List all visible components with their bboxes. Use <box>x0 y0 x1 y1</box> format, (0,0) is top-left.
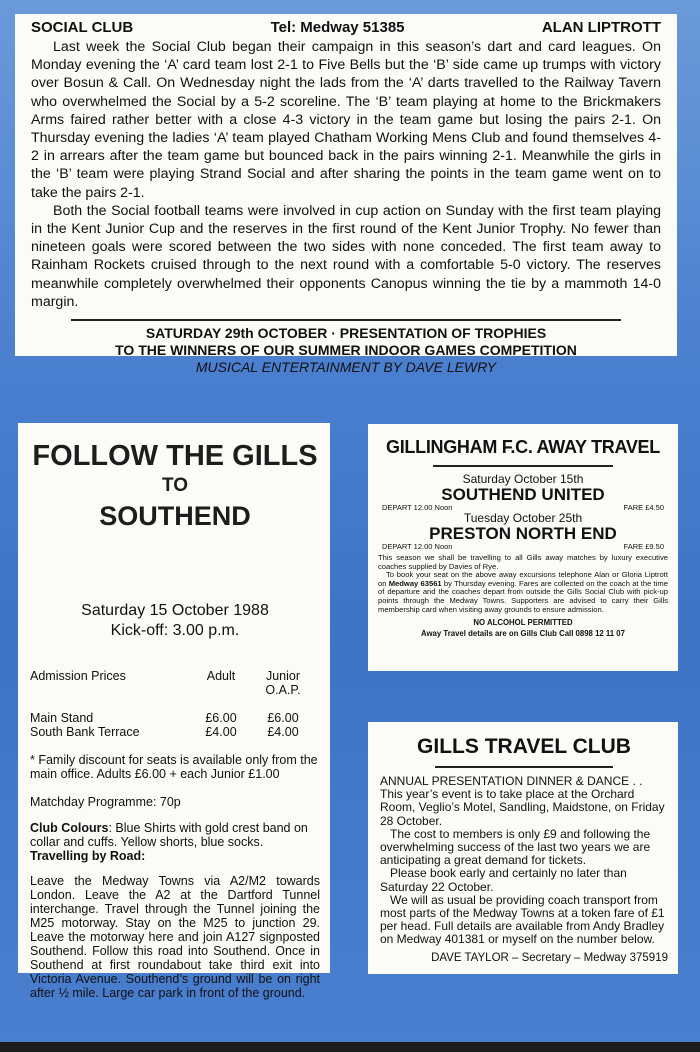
family-discount-note: * Family discount for seats is available only from the main office. Adults £6.00 + each Junior £1.00 <box>30 753 318 781</box>
booking-text: To book your seat on the above away excursions telephone Alan or Gloria Liptrott on Medway 63561 by Thursday evening. Fares are collected on the coach at the time of departure and the coaches depart from outside the Gills Social Club with pick-up points through the Medway Towns. Supporters are advised to carry their Gills membership card when visiting away grounds to ensure admission. <box>378 570 668 614</box>
follow-title-to: TO <box>161 475 189 496</box>
social-club-body <box>31 38 661 311</box>
fixture-2-details <box>378 542 668 551</box>
fixture-2-opponent: PRESTON NORTH END <box>429 524 617 543</box>
social-club-phone: Tel: Medway 51385 <box>270 19 405 36</box>
cost-paragraph: The cost to members is only £9 and following the overwhelming success of the last two years we are anticipating a great demand for tickets. <box>380 826 651 868</box>
kickoff-time: Kick-off: 3.00 p.m. <box>110 622 240 639</box>
follow-title-destination: SOUTHEND <box>99 501 251 531</box>
club-colours-label: Club Colours <box>30 821 109 835</box>
away-travel-box <box>368 424 678 671</box>
table-header-2 <box>30 683 320 697</box>
club-colours <box>30 821 320 849</box>
fixture-1-depart: DEPART 12.00 Noon <box>382 503 453 512</box>
fixture-2-depart: DEPART 12.00 Noon <box>382 542 453 551</box>
social-club-title: SOCIAL CLUB <box>31 19 134 36</box>
social-club-paragraph-football: Both the Social football teams were involved in cup action on Sunday with the first team playing in the Kent Junior Cup and the reserves in the first round of the Kent Junior Trophy. No fewer than nineteen goals were scored between the two sides with none conceded. The first team away to Rainham Rockets cruised through to the next round with a comfortable 5-0 victory. The reserves meanwhile completely overwhelmed their opponents Canopus winning the tie by a mammoth 14-0 margin. <box>31 202 661 310</box>
page-bottom-edge <box>0 1042 700 1052</box>
fixture-1-date: Saturday October 15th <box>462 472 584 486</box>
header-adult: Adult <box>206 669 236 683</box>
club-colours-text: : Blue Shirts with gold crest band on collar and cuffs. Yellow shorts, blue socks. <box>30 821 308 849</box>
travel-club-box <box>368 722 678 974</box>
no-alcohol-notice: NO ALCOHOL PERMITTED <box>473 618 573 628</box>
booking-phone: Medway 63561 <box>388 578 442 588</box>
table-row: Main Stand £6.00 £6.00 <box>30 711 299 725</box>
table-header <box>30 669 320 683</box>
follow-the-gills-box <box>18 423 330 1000</box>
fixture-2-fare: FARE £9.50 <box>623 542 664 551</box>
travel-club-title: GILLS TRAVEL CLUB <box>417 735 631 758</box>
social-club-article <box>15 14 677 376</box>
travel-club-body <box>380 775 668 947</box>
fixture-1-opponent: SOUTHEND UNITED <box>441 485 605 504</box>
social-club-author: ALAN LIPTROTT <box>541 19 661 36</box>
club-call-details: Away Travel details are on Gills Club Call 0898 12 11 07 <box>421 629 625 639</box>
booking-deadline-paragraph: Please book early and certainly no later than Saturday 22 October. <box>380 866 627 894</box>
programme-price: Matchday Programme: 70p <box>30 795 181 809</box>
fixture-1-fare: FARE £4.50 <box>623 503 664 512</box>
dinner-dance-paragraph: ANNUAL PRESENTATION DINNER & DANCE . . This year’s event is to take place at the Orchard Room, Veglio’s Motel, Sandling, Maidstone, on Friday 28 October. <box>380 774 665 828</box>
travel-by-road-heading: Travelling by Road: <box>30 849 146 863</box>
table-row: South Bank Terrace £4.00 £4.00 <box>30 725 299 739</box>
admission-prices-table <box>30 669 320 739</box>
coach-supplier-text: This season we shall be travelling to all Gills away matches by luxury executive coaches supplied by Davies of Rye. <box>378 553 668 571</box>
match-date: Saturday 15 October 1988 <box>81 602 269 619</box>
fixture-2-date: Tuesday October 25th <box>463 511 583 525</box>
social-club-header <box>31 18 661 38</box>
social-club-paragraph-darts: Last week the Social Club began their campaign in this season’s dart and card leagues. On Monday evening the ‘A’ card team lost 2-1 to Five Bells but the ‘B’ side came up trumps with victory over Bosun & Call. On Wednesday night the lads from the ‘A’ darts travelled to the Railway Tavern who overwhelmed the Social by a 5-2 scoreline. The ‘B’ team playing at home to the Brickmakers Arms faired rather better with a close 4-3 victory in the team game but losing the pairs 2-1. On Thursday evening the ladies ‘A’ team played Chatham Working Mens Club and found themselves 4-2 in arrears after the team game but bounced back in the pairs winning 2-1. Meanwhile the girls in the ‘B’ team were playing Strand Social and after sharing the points in the team game went on to take the pairs 2-1. <box>31 39 661 201</box>
follow-title: FOLLOW THE GILLS <box>32 440 318 472</box>
coach-transport-paragraph: We will as usual be providing coach transport from most parts of the Medway Towns at a token fare of £1 per head. Full details are available from Andy Bradley on Medway 401381 or myself on the number below. <box>380 892 665 947</box>
divider <box>71 319 621 321</box>
header-junior: Junior <box>265 669 301 683</box>
road-directions: Leave the Medway Towns via A2/M2 towards London. Leave the A2 at the Dartford Tunnel interchange. Travel through the Tunnel joining the M25 motorway. Stay on the M25 to junction 29. Leave the motorway here and join A127 signposted Southend. Follow this road into Southend. Once in Southend at first roundabout take third exit into Victoria Avenue. Southend’s ground will be on right after ½ mile. Large car park in front of the ground. <box>30 874 320 1000</box>
away-travel-title: GILLINGHAM F.C. AWAY TRAVEL <box>386 437 660 457</box>
trophies-notice <box>31 325 661 376</box>
header-oap: O.A.P. <box>265 683 301 697</box>
divider <box>435 766 613 768</box>
notice-line-3: MUSICAL ENTERTAINMENT BY DAVE LEWRY <box>195 359 497 376</box>
secretary-signoff: DAVE TAYLOR – Secretary – Medway 375919 <box>431 951 668 964</box>
away-travel-info <box>378 554 668 614</box>
header-admission: Admission Prices <box>30 669 126 683</box>
notice-line-1: SATURDAY 29th OCTOBER · PRESENTATION OF TROPHIES <box>145 325 547 342</box>
divider <box>433 465 613 467</box>
notice-line-2: TO THE WINNERS OF OUR SUMMER INDOOR GAMES COMPETITION <box>115 342 577 359</box>
